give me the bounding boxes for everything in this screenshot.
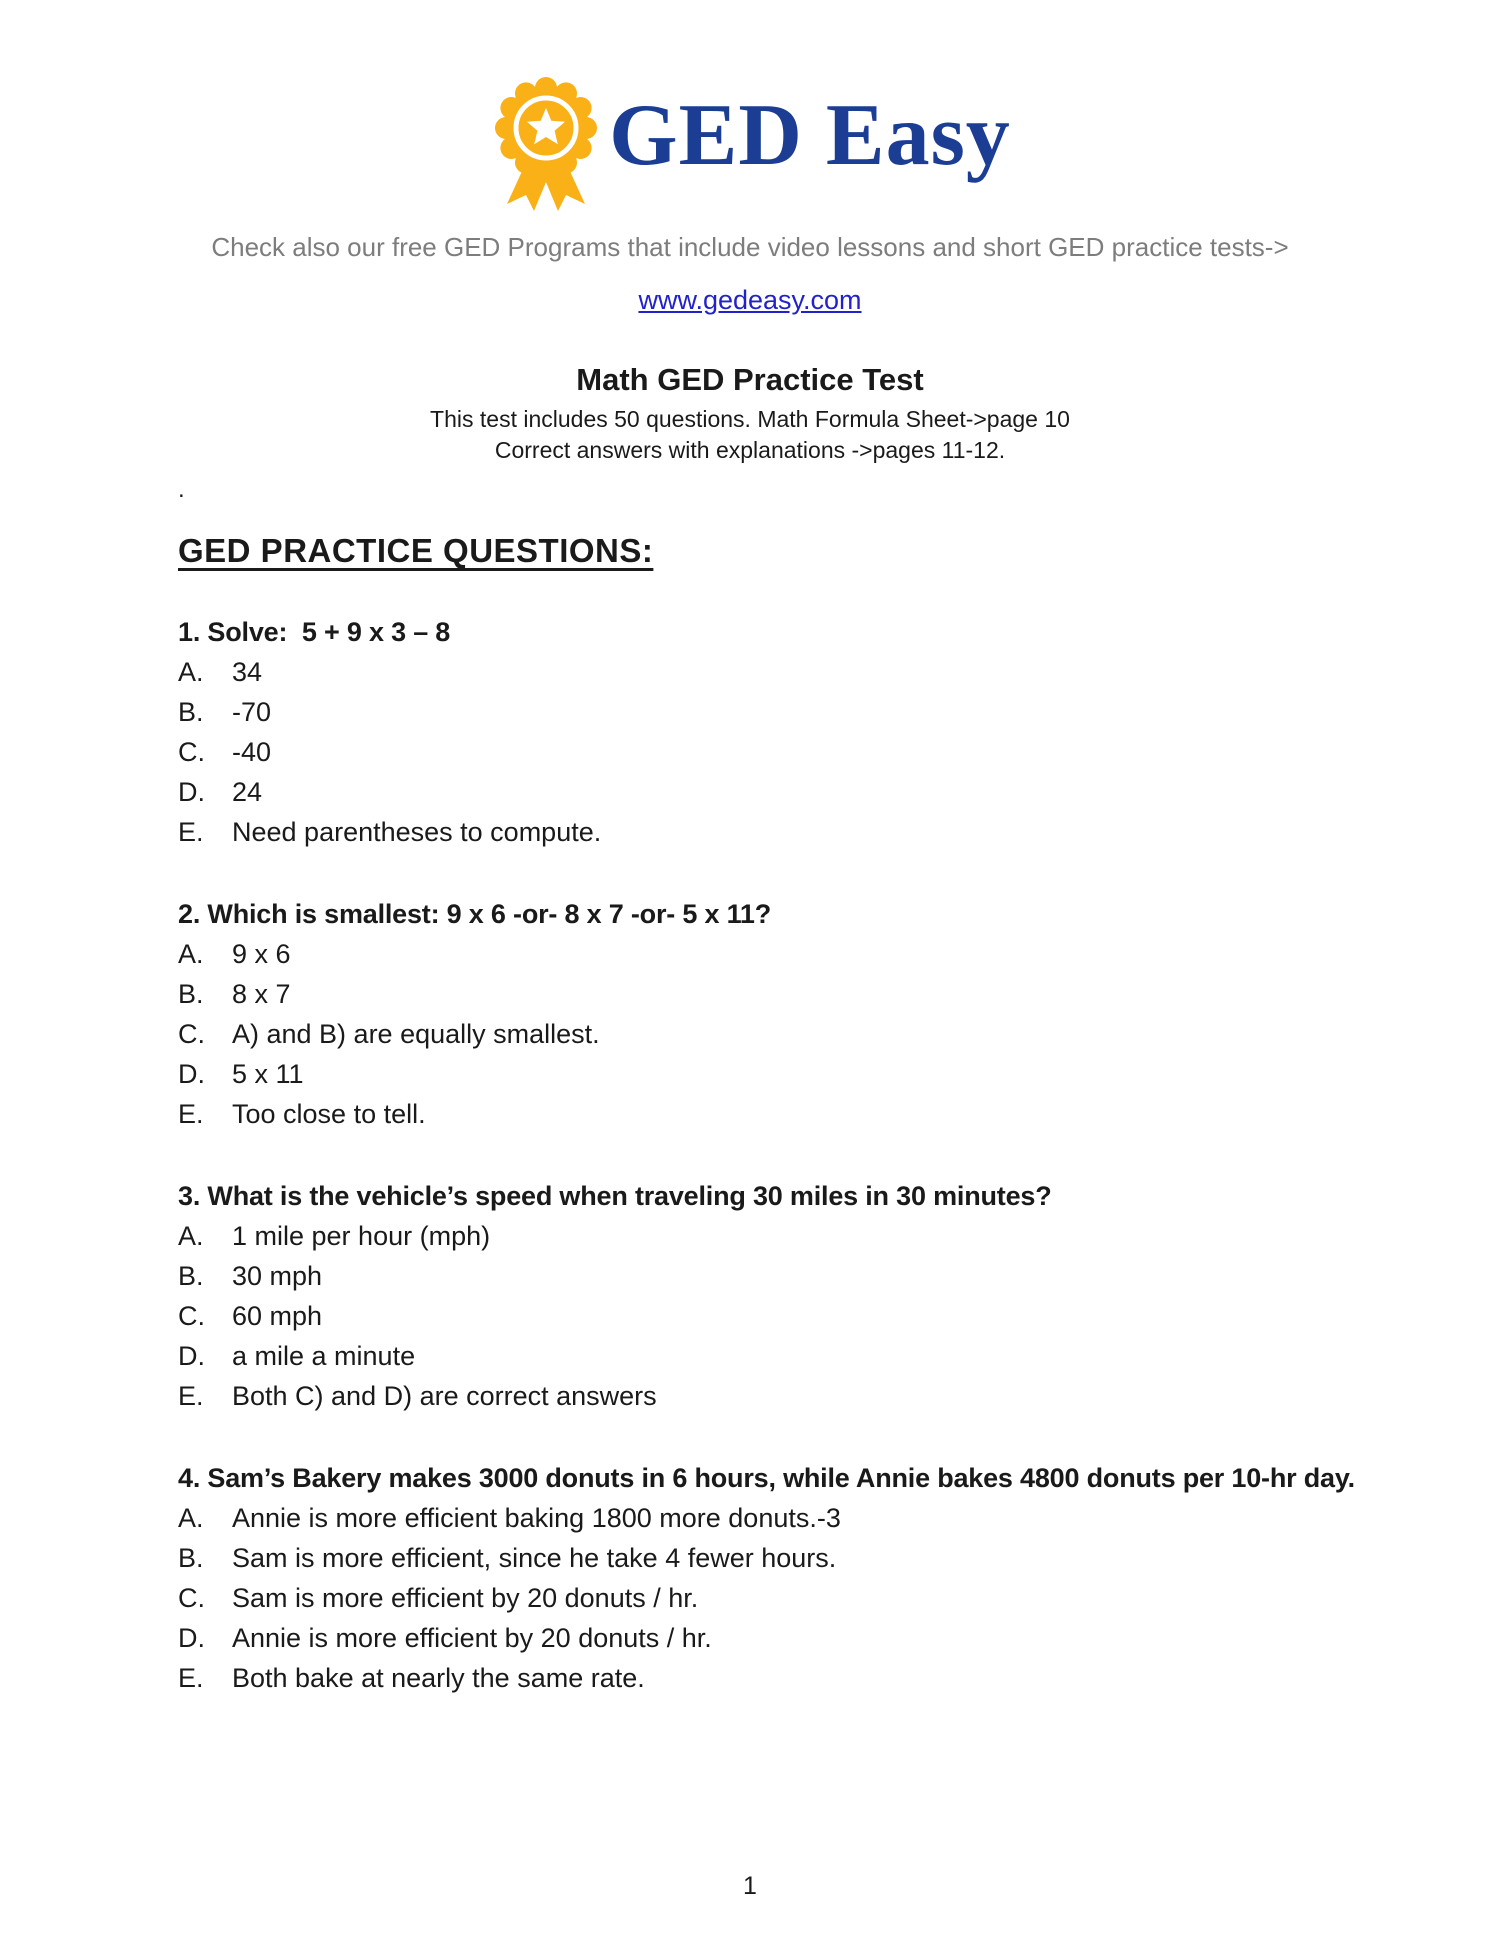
answer-option bbox=[178, 652, 1440, 692]
question-heading: 4. Sam’s Bakery makes 3000 donuts in 6 hours, while Annie bakes 4800 donuts per 10-hr day. bbox=[178, 1463, 1355, 1493]
option-letter: C. bbox=[178, 737, 205, 767]
logo-wordmark: GED Easy bbox=[609, 87, 1011, 184]
answer-option bbox=[178, 1054, 1440, 1094]
answer-option bbox=[178, 1578, 1440, 1618]
question-block bbox=[178, 894, 1440, 1134]
option-letter: D. bbox=[178, 1623, 205, 1653]
answer-option bbox=[178, 1498, 1440, 1538]
question-block bbox=[178, 612, 1440, 852]
subtitle-line-1: This test includes 50 questions. Math Formula Sheet->page 10 bbox=[430, 406, 1070, 432]
question-block bbox=[178, 1176, 1440, 1416]
option-letter: D. bbox=[178, 1059, 205, 1089]
option-letter: D. bbox=[178, 1341, 205, 1371]
answer-option bbox=[178, 1376, 1440, 1416]
option-text: 24 bbox=[232, 777, 263, 807]
option-letter: C. bbox=[178, 1583, 205, 1613]
section-heading: GED PRACTICE QUESTIONS: bbox=[178, 532, 654, 569]
option-text: A) and B) are equally smallest. bbox=[232, 1019, 600, 1049]
option-letter: A. bbox=[178, 939, 204, 969]
answer-option bbox=[178, 772, 1440, 812]
answer-option bbox=[178, 1094, 1440, 1134]
question-heading: 1. Solve: 5 + 9 x 3 – 8 bbox=[178, 617, 451, 647]
option-text: Too close to tell. bbox=[232, 1099, 426, 1129]
option-text: -40 bbox=[232, 737, 272, 767]
stray-dot: . bbox=[178, 476, 185, 503]
page-title: Math GED Practice Test bbox=[576, 362, 924, 397]
option-text: Both C) and D) are correct answers bbox=[232, 1381, 657, 1411]
option-letter: B. bbox=[178, 979, 204, 1009]
answer-option bbox=[178, 1658, 1440, 1698]
option-text: Sam is more efficient, since he take 4 fewer hours. bbox=[232, 1543, 837, 1573]
answer-option bbox=[178, 1296, 1440, 1336]
option-text: -70 bbox=[232, 697, 272, 727]
award-ribbon-medal-icon bbox=[489, 76, 603, 212]
option-letter: E. bbox=[178, 1099, 204, 1129]
option-letter: E. bbox=[178, 1663, 204, 1693]
option-text: Need parentheses to compute. bbox=[232, 817, 602, 847]
option-text: 60 mph bbox=[232, 1301, 323, 1331]
page-number: 1 bbox=[743, 1872, 757, 1900]
option-text: 9 x 6 bbox=[232, 939, 291, 969]
option-letter: E. bbox=[178, 1381, 204, 1411]
subtitle bbox=[0, 404, 1500, 466]
option-text: Sam is more efficient by 20 donuts / hr. bbox=[232, 1583, 699, 1613]
option-text: 1 mile per hour (mph) bbox=[232, 1221, 491, 1251]
website-link[interactable]: www.gedeasy.com bbox=[638, 285, 862, 315]
option-text: 34 bbox=[232, 657, 263, 687]
option-text: Annie is more efficient baking 1800 more donuts.-3 bbox=[232, 1503, 841, 1533]
answer-option bbox=[178, 1014, 1440, 1054]
option-letter: C. bbox=[178, 1301, 205, 1331]
logo bbox=[0, 0, 1500, 212]
option-letter: B. bbox=[178, 1261, 204, 1291]
option-text: 8 x 7 bbox=[232, 979, 291, 1009]
questions-section bbox=[178, 612, 1440, 1698]
answer-option bbox=[178, 1216, 1440, 1256]
website-link-row bbox=[0, 285, 1500, 316]
option-text: a mile a minute bbox=[232, 1341, 416, 1371]
answer-option bbox=[178, 1538, 1440, 1578]
answer-option bbox=[178, 732, 1440, 772]
option-letter: E. bbox=[178, 817, 204, 847]
option-text: Both bake at nearly the same rate. bbox=[232, 1663, 645, 1693]
subtitle-line-2: Correct answers with explanations ->pages 11-12. bbox=[494, 437, 1006, 463]
option-letter: A. bbox=[178, 657, 204, 687]
option-text: 30 mph bbox=[232, 1261, 323, 1291]
promo-tagline: Check also our free GED Programs that include video lessons and short GED practice tests-> bbox=[211, 232, 1289, 262]
option-letter: A. bbox=[178, 1503, 204, 1533]
option-letter: C. bbox=[178, 1019, 205, 1049]
option-letter: A. bbox=[178, 1221, 204, 1251]
question-heading: 3. What is the vehicle’s speed when traveling 30 miles in 30 minutes? bbox=[178, 1181, 1052, 1211]
option-letter: D. bbox=[178, 777, 205, 807]
option-letter: B. bbox=[178, 1543, 204, 1573]
answer-option bbox=[178, 1618, 1440, 1658]
question-heading: 2. Which is smallest: 9 x 6 -or- 8 x 7 -or- 5 x 11? bbox=[178, 899, 772, 929]
answer-option bbox=[178, 692, 1440, 732]
answer-option bbox=[178, 1336, 1440, 1376]
answer-option bbox=[178, 812, 1440, 852]
answer-option bbox=[178, 1256, 1440, 1296]
answer-option bbox=[178, 934, 1440, 974]
answer-option bbox=[178, 974, 1440, 1014]
question-block bbox=[178, 1458, 1440, 1698]
option-letter: B. bbox=[178, 697, 204, 727]
option-text: 5 x 11 bbox=[232, 1059, 304, 1089]
option-text: Annie is more efficient by 20 donuts / hr. bbox=[232, 1623, 712, 1653]
